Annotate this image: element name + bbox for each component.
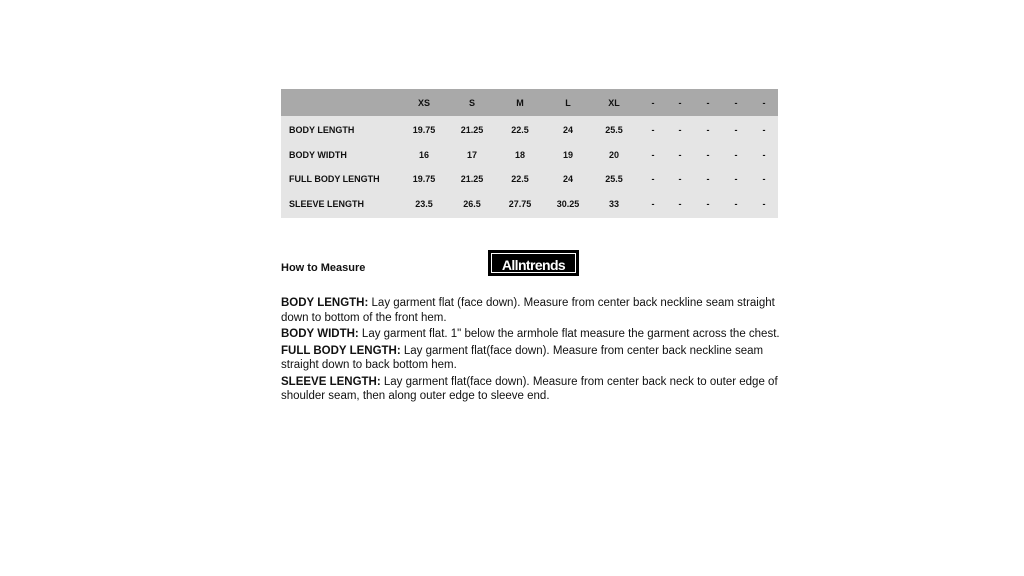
table-cell: - bbox=[640, 116, 666, 143]
table-cell: 25.5 bbox=[588, 116, 640, 143]
table-cell: 19.75 bbox=[396, 116, 452, 143]
table-cell: 25.5 bbox=[588, 167, 640, 192]
table-cell: - bbox=[722, 116, 750, 143]
instruction-text: Lay garment flat. 1" below the armhole flat measure the garment across the chest. bbox=[358, 328, 780, 340]
table-cell: - bbox=[640, 143, 666, 168]
header-cell-empty: - bbox=[750, 89, 778, 116]
table-cell: - bbox=[640, 167, 666, 192]
instruction-body-width bbox=[281, 327, 801, 342]
table-cell: 19 bbox=[548, 143, 588, 168]
header-cell-l: L bbox=[548, 89, 588, 116]
table-cell: - bbox=[666, 116, 694, 143]
instruction-term: FULL BODY LENGTH: bbox=[281, 344, 401, 357]
table-cell: 26.5 bbox=[452, 192, 492, 219]
header-cell-empty: - bbox=[666, 89, 694, 116]
table-cell: - bbox=[722, 143, 750, 168]
table-cell: 20 bbox=[588, 143, 640, 168]
table-cell: - bbox=[666, 143, 694, 168]
header-cell-s: S bbox=[452, 89, 492, 116]
table-cell: 23.5 bbox=[396, 192, 452, 219]
instruction-term: BODY LENGTH: bbox=[281, 297, 369, 309]
table-cell: - bbox=[722, 192, 750, 219]
table-cell: - bbox=[750, 192, 778, 219]
instruction-full-body-length bbox=[281, 344, 801, 373]
table-cell: 18 bbox=[492, 143, 548, 168]
table-cell: - bbox=[722, 167, 750, 192]
instruction-body-length bbox=[281, 296, 801, 325]
measure-instructions bbox=[281, 296, 801, 406]
brand-logo bbox=[488, 250, 579, 276]
table-row bbox=[281, 143, 778, 168]
table-cell: 24 bbox=[548, 116, 588, 143]
table-cell: 30.25 bbox=[548, 192, 588, 219]
table-cell: - bbox=[694, 192, 722, 219]
table-cell: - bbox=[694, 116, 722, 143]
table-cell: 22.5 bbox=[492, 167, 548, 192]
table-cell: - bbox=[694, 143, 722, 168]
instruction-text: Lay garment flat (face down). Measure from center back neckline seam straight down to bottom of the front hem. bbox=[281, 297, 775, 324]
brand-logo-text: Allntrends bbox=[501, 256, 566, 273]
table-cell: 33 bbox=[588, 192, 640, 219]
table-cell: - bbox=[640, 192, 666, 219]
instruction-text: Lay garment flat(face down). Measure from center back neck to outer edge of shoulder seam, then along outer edge to sleeve end. bbox=[281, 375, 778, 402]
instruction-term: SLEEVE LENGTH: bbox=[281, 375, 381, 388]
table-cell: 22.5 bbox=[492, 116, 548, 143]
size-table bbox=[281, 89, 778, 218]
table-cell: 27.75 bbox=[492, 192, 548, 219]
table-row bbox=[281, 167, 778, 192]
table-cell: - bbox=[694, 167, 722, 192]
header-cell-empty: - bbox=[722, 89, 750, 116]
table-cell: 19.75 bbox=[396, 167, 452, 192]
how-to-measure-title: How to Measure bbox=[281, 262, 366, 274]
table-cell: - bbox=[750, 143, 778, 168]
table-cell: 17 bbox=[452, 143, 492, 168]
header-cell-xl: XL bbox=[588, 89, 640, 116]
table-cell: 21.25 bbox=[452, 116, 492, 143]
header-cell-m: M bbox=[492, 89, 548, 116]
table-row bbox=[281, 192, 778, 219]
brand-logo-frame bbox=[491, 253, 576, 273]
table-cell: - bbox=[666, 192, 694, 219]
row-label-full-body-length: FULL BODY LENGTH bbox=[281, 167, 396, 192]
instruction-sleeve-length bbox=[281, 375, 801, 404]
table-cell: - bbox=[750, 167, 778, 192]
table-row bbox=[281, 116, 778, 143]
table-cell: - bbox=[750, 116, 778, 143]
row-label-sleeve-length: SLEEVE LENGTH bbox=[281, 192, 396, 219]
row-label-body-length: BODY LENGTH bbox=[281, 116, 396, 143]
table-cell: 16 bbox=[396, 143, 452, 168]
instruction-text: Lay garment flat(face down). Measure from center back neckline seam straight down to back bottom hem. bbox=[281, 344, 764, 371]
instruction-term: BODY WIDTH: bbox=[281, 328, 359, 340]
row-label-body-width: BODY WIDTH bbox=[281, 143, 396, 168]
header-cell-empty: - bbox=[640, 89, 666, 116]
table-cell: - bbox=[666, 167, 694, 192]
header-cell-xs: XS bbox=[396, 89, 452, 116]
table-cell: 24 bbox=[548, 167, 588, 192]
size-header-row bbox=[281, 89, 778, 116]
header-cell-corner bbox=[281, 89, 396, 116]
header-cell-empty: - bbox=[694, 89, 722, 116]
table-cell: 21.25 bbox=[452, 167, 492, 192]
